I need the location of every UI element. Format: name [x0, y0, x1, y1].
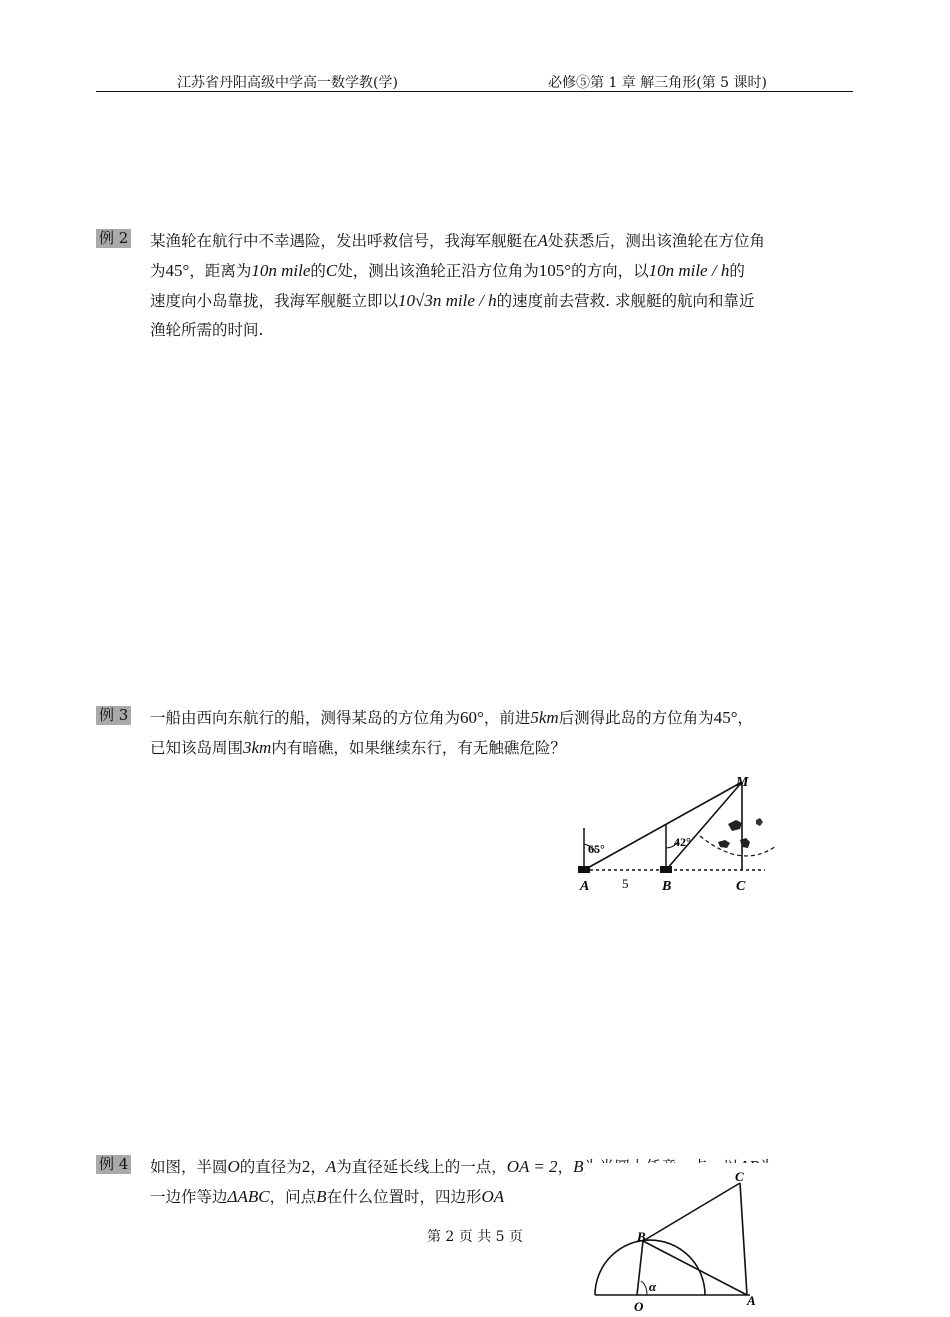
example-3-tag: 例 3 [96, 706, 131, 725]
ex2-text: 的 [729, 262, 745, 280]
ex4-text: 为半圆上任意一点，以 [583, 1158, 739, 1176]
ex2-distance: 10n mile [251, 261, 311, 280]
ex2-speed-sqrt: 10√3n mile / h [398, 291, 497, 310]
header-right: 必修⑤第 1 章 解三角形(第 5 课时) [548, 75, 767, 91]
ex4-ab: AB [738, 1157, 760, 1176]
ex2-point-a: A [537, 231, 548, 250]
ex4-text: ，问点 [269, 1188, 317, 1206]
label-o: O [634, 1299, 644, 1314]
example-4-tag: 例 4 [96, 1155, 131, 1174]
label-b: B [637, 1229, 646, 1244]
label-c: C [735, 1169, 744, 1184]
ship-b [660, 866, 672, 873]
ex4-point-o: O [227, 1157, 240, 1176]
ship-a [578, 866, 590, 873]
ex4-text: ， [557, 1158, 574, 1176]
ex3-text: 内有暗礁，如果继续东行，有无触礁危险？ [271, 739, 566, 757]
label-5: 5 [622, 876, 629, 891]
page-footer: 第 2 页 共 5 页 [426, 1229, 524, 1245]
ex2-speed: 10n mile / h [648, 261, 730, 280]
label-c: C [736, 879, 746, 894]
ex3-text: ， [737, 709, 754, 727]
label-angle-65: 65° [588, 842, 605, 856]
ex2-angle-45: 45° [165, 261, 190, 280]
ex3-radius: 3km [243, 738, 272, 757]
reef-2 [718, 840, 730, 848]
line-ob [637, 1241, 643, 1295]
ex3-text: ，前进 [483, 709, 531, 727]
ex2-point-c: C [325, 261, 338, 280]
ex4-text: 一边作等边 [150, 1188, 228, 1206]
ex3-text: 已知该岛周围 [150, 739, 244, 757]
ex3-text: 一船由西向东航行的船，测得某岛的方位角为 [150, 709, 461, 727]
line-ba [643, 1241, 747, 1295]
ex4-text: 在什么位置时，四边形 [326, 1188, 482, 1206]
label-a: A [747, 1293, 756, 1308]
ex2-text: 处，测出该渔轮正沿方位角为 [337, 262, 539, 280]
ex4-text: 为直径延长线上的一点， [336, 1158, 507, 1176]
header-left: 江苏省丹阳高级中学高一数学教(学) [177, 75, 398, 91]
ex4-text: 为 [759, 1158, 775, 1176]
ex4-text: 的直径为 [239, 1158, 302, 1176]
example-3-text [150, 703, 856, 763]
danger-arc [700, 836, 776, 856]
ex2-text: 的方向，以 [571, 262, 649, 280]
ex2-text: 速度向小岛靠拢，我海军舰艇立即以 [150, 292, 399, 310]
ex4-text: ， [310, 1158, 326, 1176]
example-2 [96, 226, 856, 345]
example-2-text [150, 226, 856, 345]
ex2-text: 的 [310, 262, 326, 280]
alpha-arc [641, 1281, 647, 1295]
ex2-text: 某渔轮在航行中不幸遇险，发出呼救信号，我海军舰艇在 [150, 232, 538, 250]
label-alpha: α [649, 1279, 657, 1294]
ex2-text: 的速度前去营救. 求舰艇的航向和靠近 [496, 292, 755, 310]
ex4-point-b: B [573, 1157, 584, 1176]
ex3-distance: 5km [530, 708, 559, 727]
ex2-text: 为 [150, 262, 166, 280]
label-m: M [736, 775, 749, 790]
ex4-triangle: ΔABC [227, 1187, 270, 1206]
ex2-angle-105: 105° [538, 261, 572, 280]
ex3-text: 后测得此岛的方位角为 [558, 709, 714, 727]
line-am [584, 782, 742, 870]
label-b: B [662, 879, 672, 894]
header-rule [96, 91, 853, 92]
label-angle-42: 42° [674, 835, 691, 849]
ex2-text: ，距离为 [189, 262, 252, 280]
ex4-quad: OA [481, 1187, 505, 1206]
reef-4 [756, 818, 763, 826]
reef-1 [728, 820, 742, 831]
example-3 [96, 703, 856, 763]
ex3-angle-60: 60° [460, 708, 484, 727]
ex4-oa: OA = 2 [506, 1157, 558, 1176]
label-a: A [580, 879, 590, 894]
ex2-text: 渔轮所需的时间. [150, 321, 264, 339]
figure-ex3 [570, 768, 790, 898]
example-2-tag: 例 2 [96, 229, 131, 248]
ex4-point-a: A [325, 1157, 337, 1176]
ex4-text: 如图，半圆 [150, 1158, 228, 1176]
ex2-text: 处获悉后，测出该渔轮在方位角 [547, 232, 765, 250]
ex3-angle-45: 45° [713, 708, 738, 727]
ex4-point-b2: B [316, 1187, 327, 1206]
ex4-diameter: 2 [301, 1157, 311, 1176]
